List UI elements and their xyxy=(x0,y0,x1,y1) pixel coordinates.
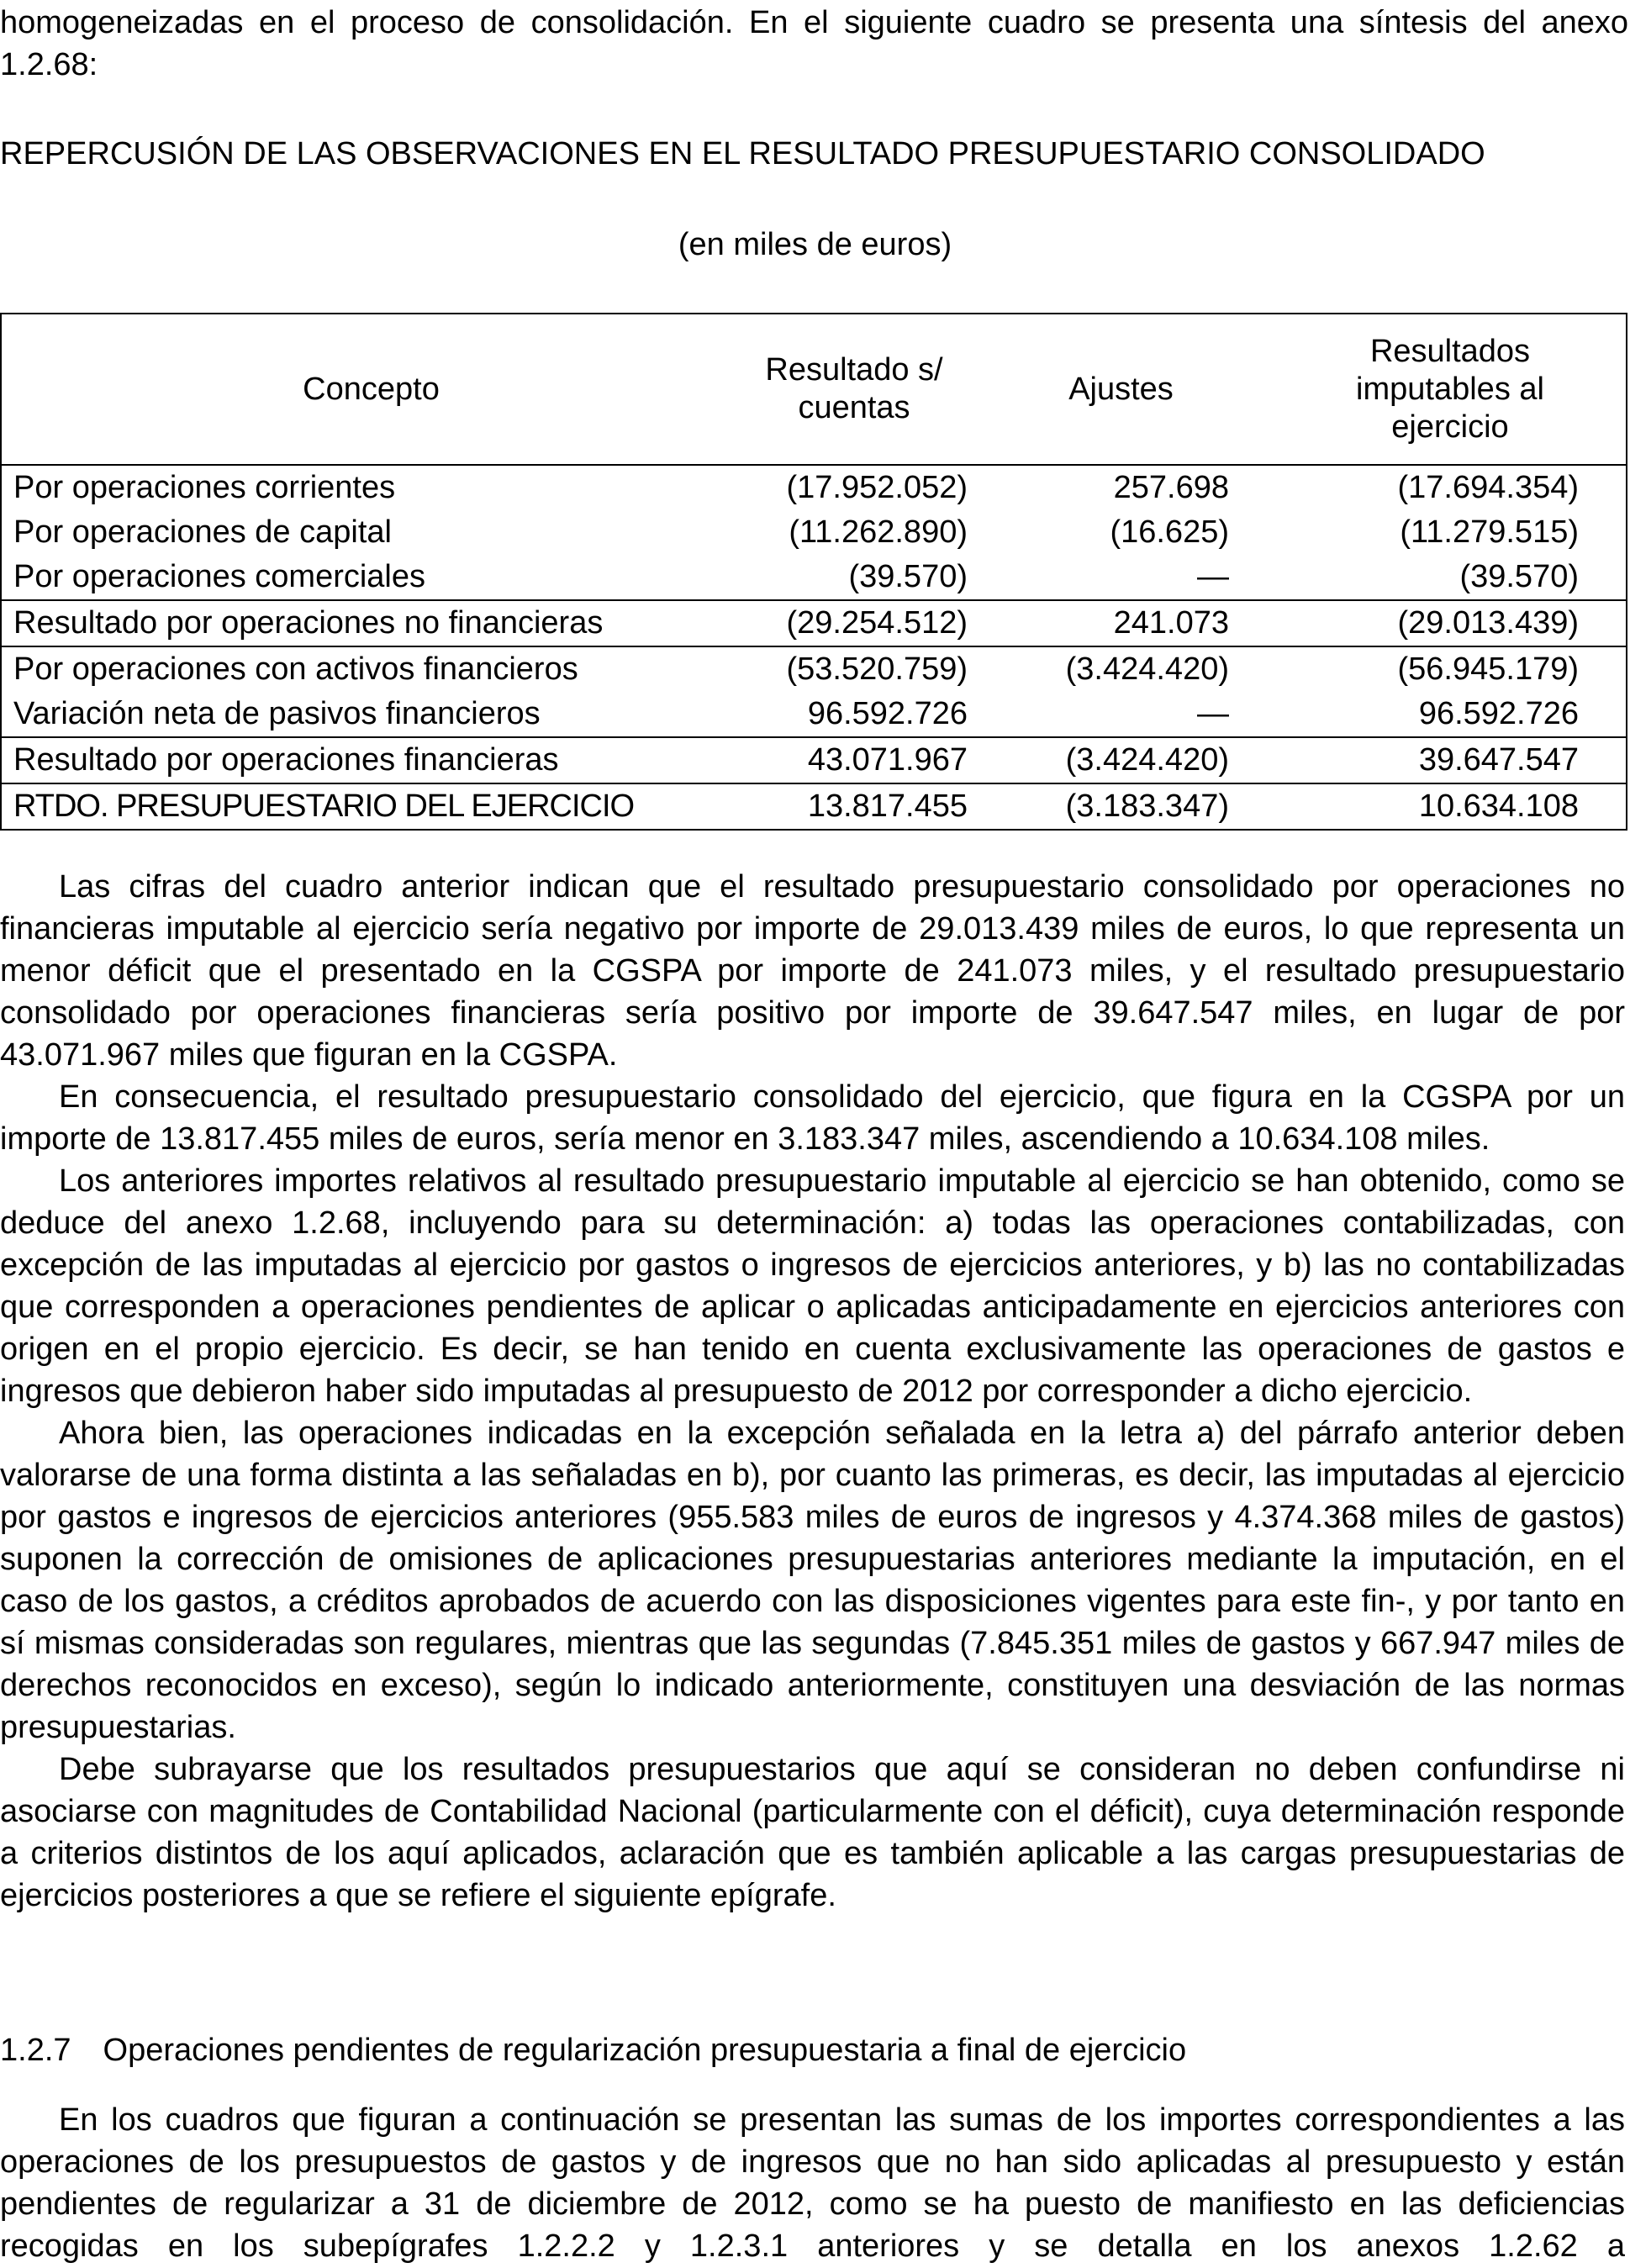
table-units: (en miles de euros) xyxy=(678,227,952,262)
cell-concepto: Variación neta de pasivos financieros xyxy=(13,696,541,731)
body-text xyxy=(0,866,1627,1917)
header-resultados-imputables: Resultados imputables al ejercicio xyxy=(1274,314,1627,465)
cell-imputables: (11.279.515) xyxy=(1400,514,1579,550)
paragraph: En consecuencia, el resultado presupuestario consolidado del ejercicio, que figura en la CGSPA por un importe de 13.817.455 miles de euros, sería menor en 3.183.347 miles, ascendiendo a 10.634.108 miles. xyxy=(0,1079,1625,1157)
paragraph: Los anteriores importes relativos al resultado presupuestario imputable al ejercicio se han obtenido, como se deduce del anexo 1.2.68, incluyendo para su determinación: a) todas las operaciones contabilizadas, con excepción de las imputadas al ejercicio por gastos o ingresos de ejercicios anteriores, y b) las no contabilizadas que corresponden a operaciones pendientes de aplicar o aplicadas anticipadamente en ejercicios anteriores con origen en el propio ejercicio. Es decir, se han tenido en cuenta exclusivamente las operaciones de gastos e ingresos que debieron haber sido imputadas al presupuesto de 2012 por corresponder a dicho ejercicio. xyxy=(0,1163,1625,1409)
cell-ajustes: — xyxy=(1197,696,1229,731)
table-row xyxy=(1,646,1627,692)
paragraph: Debe subrayarse que los resultados presupuestarios que aquí se consideran no deben confundirse ni asociarse con magnitudes de Contabilidad Nacional (particularmente con el déficit), cuya determinación responde a criterios distintos de los aquí aplicados, aclaración que es también aplicable a las cargas presupuestarias de ejercicios posteriores a que se refiere el siguiente epígrafe. xyxy=(0,1752,1625,1913)
table-row xyxy=(1,555,1627,600)
cell-ajustes: 257.698 xyxy=(1113,470,1229,505)
cell-ajustes: — xyxy=(1197,559,1229,594)
cell-concepto: Resultado por operaciones financieras xyxy=(1,737,741,783)
paragraph: En los cuadros que figuran a continuación se presentan las sumas de los importes correspondientes a las operaciones de los presupuestos de gastos y de ingresos que no han sido aplicadas al presupuesto y están pendientes de regularizar a 31 de diciembre de 2012, como se ha puesto de manifiesto en las deficiencias recogidas en los subepígrafes 1.2.2.2 y 1.2.3.1 anteriores y se detalla en los anexos 1.2.62 a xyxy=(0,2102,1625,2264)
table-header-row xyxy=(1,314,1627,465)
table-row xyxy=(1,692,1627,737)
cell-imputables: 10.634.108 xyxy=(1274,783,1627,830)
section-heading: 1.2.7 Operaciones pendientes de regularización presupuestaria a final de ejercicio xyxy=(0,2033,1187,2068)
paragraph: Las cifras del cuadro anterior indican que el resultado presupuestario consolidado por operaciones no financieras imputable al ejercicio sería negativo por importe de 29.013.439 miles de euros, lo que representa un menor déficit que el presentado en la CGSPA por importe de 241.073 miles, y el resultado presupuestario consolidado por operaciones financieras sería positivo por importe de 39.647.547 miles, en lugar de por 43.071.967 miles que figuran en la CGSPA. xyxy=(0,869,1625,1073)
intro-paragraph: homogeneizadas en el proceso de consolidación. En el siguiente cuadro se presenta una síntesis del anexo 1.2.68: xyxy=(0,5,1628,82)
cell-ajustes: (3.424.420) xyxy=(968,737,1274,783)
cell-ajustes: 241.073 xyxy=(968,600,1274,646)
cell-ajustes: (3.424.420) xyxy=(968,646,1274,692)
header-concepto: Concepto xyxy=(1,314,741,465)
results-table xyxy=(0,313,1626,831)
cell-imputables: 96.592.726 xyxy=(1418,696,1579,731)
cell-cuentas: (29.254.512) xyxy=(741,600,968,646)
table-row xyxy=(1,783,1627,830)
header-ajustes: Ajustes xyxy=(968,314,1274,465)
table-row xyxy=(1,510,1627,555)
cell-concepto: Resultado por operaciones no financieras xyxy=(1,600,741,646)
table-row xyxy=(1,737,1627,783)
table-heading: REPERCUSIÓN DE LAS OBSERVACIONES EN EL RESULTADO PRESUPUESTARIO CONSOLIDADO xyxy=(0,136,1485,171)
cell-imputables: (29.013.439) xyxy=(1274,600,1627,646)
cell-imputables: (39.570) xyxy=(1459,559,1579,594)
cell-ajustes: (16.625) xyxy=(1110,514,1229,550)
cell-cuentas: 13.817.455 xyxy=(741,783,968,830)
cell-cuentas: 43.071.967 xyxy=(741,737,968,783)
cell-concepto: Por operaciones con activos financieros xyxy=(1,646,741,692)
cell-cuentas: (11.262.890) xyxy=(789,514,968,550)
header-resultado-cuentas: Resultado s/ cuentas xyxy=(741,314,968,465)
cell-imputables: (17.694.354) xyxy=(1397,470,1579,505)
paragraph: Ahora bien, las operaciones indicadas en la excepción señalada en la letra a) del párrafo anterior deben valorarse de una forma distinta a las señaladas en b), por cuanto las primeras, es decir, las imputadas al ejercicio por gastos e ingresos de ejercicios anteriores (955.583 miles de euros de ingresos y 4.374.368 miles de gastos) suponen la corrección de omisiones de aplicaciones presupuestarias anteriores mediante la imputación, en el caso de los gastos, a créditos aprobados de acuerdo con las disposiciones vigentes para este fin-, y por tanto en sí mismas consideradas son regulares, mientras que las segundas (7.845.351 miles de gastos y 667.947 miles de derechos reconocidos en exceso), según lo indicado anteriormente, constituyen una desviación de las normas presupuestarias. xyxy=(0,1416,1625,1745)
cell-imputables: 39.647.547 xyxy=(1274,737,1627,783)
section-text xyxy=(0,2099,1627,2267)
cell-ajustes: (3.183.347) xyxy=(968,783,1274,830)
cell-concepto: Por operaciones comerciales xyxy=(13,559,426,594)
cell-cuentas: (53.520.759) xyxy=(741,646,968,692)
cell-concepto: Por operaciones corrientes xyxy=(13,470,396,505)
cell-concepto: RTDO. PRESUPUESTARIO DEL EJERCICIO xyxy=(1,783,741,830)
cell-cuentas: (39.570) xyxy=(848,559,968,594)
cell-cuentas: 96.592.726 xyxy=(807,696,968,731)
cell-imputables: (56.945.179) xyxy=(1274,646,1627,692)
cell-concepto: Por operaciones de capital xyxy=(13,514,392,550)
table-row xyxy=(1,465,1627,510)
cell-cuentas: (17.952.052) xyxy=(786,470,968,505)
table-row xyxy=(1,600,1627,646)
